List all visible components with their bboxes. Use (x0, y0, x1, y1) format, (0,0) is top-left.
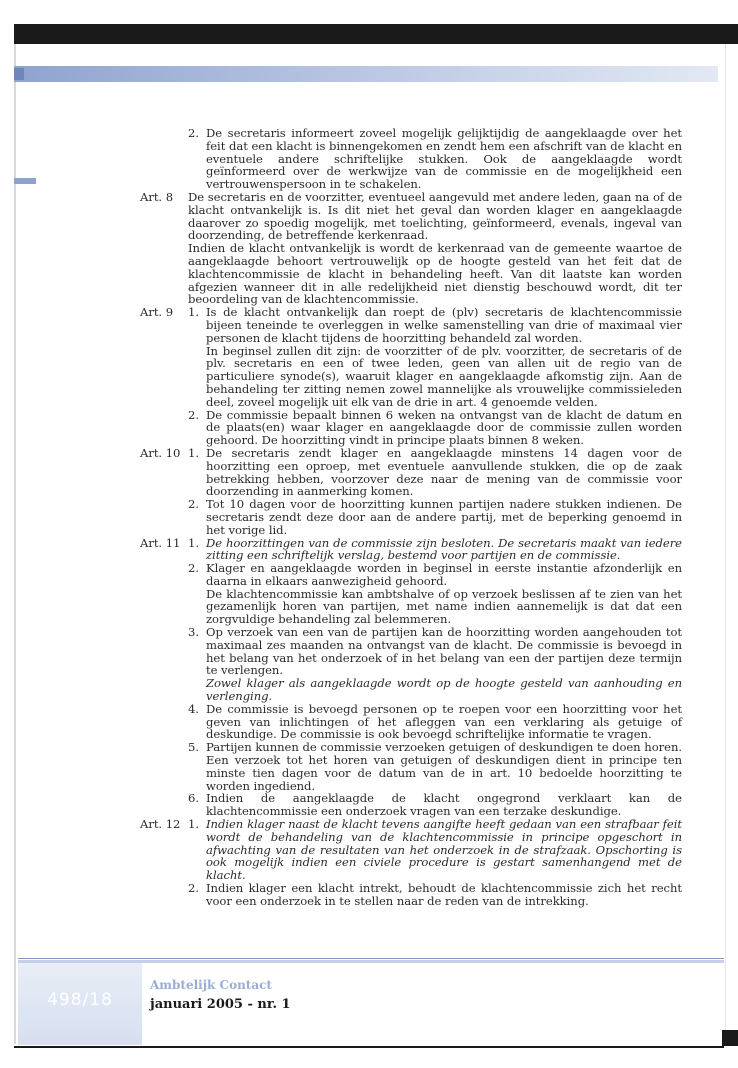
article-label (140, 741, 188, 792)
article-paragraph (140, 588, 682, 626)
article-label: Art. 11 (140, 535, 181, 550)
article-paragraph (140, 537, 682, 563)
article-paragraph (140, 703, 682, 741)
paragraph-text: Indien klager een klacht intrekt, behoudt de klachtencommissie zich het recht voor een onderzoek in te stellen naar de reden van de intrekking. (206, 881, 682, 908)
paragraph-text: De commissie is bevoegd personen op te roepen voor een hoorzitting voor het geven van inlichtingen of het afleggen van een verklaring als getuige of deskundige. De commissie is ook bevoegd schriftelijke informatie te vragen. (206, 701, 682, 742)
paragraph-number: 5. (188, 740, 199, 755)
paragraph-text: Partijen kunnen de commissie verzoeken getuigen of deskundigen te doen horen. Een verzoek tot het horen van getuigen of deskundigen dient in principe ten minste tien dagen voor de datum van de in art. 10 bedoelde hoorzitting te worden ingediend. (206, 740, 682, 793)
page-right-edge (725, 44, 726, 1044)
paragraph-text: Indien de aangeklaagde de klacht ongegrond verklaart kan de klachtencommissie een onderzoek vragen van een terzake deskundige. (206, 791, 682, 819)
article-paragraph (140, 447, 682, 498)
paragraph-text: Zowel klager als aangeklaagde wordt op de hoogte gesteld van aanhouding en verlenging. (206, 676, 682, 704)
article-paragraph (140, 345, 682, 409)
scan-top-margin (0, 0, 738, 24)
article-paragraph (140, 191, 682, 242)
paragraph-number (188, 677, 206, 703)
issue-date: januari 2005 - nr. 1 (150, 997, 291, 1012)
paragraph-text: De secretaris zendt klager en aangeklaagde minstens 14 dagen voor de hoorzitting een oproep, met eventuele aanvullende stukken, die op de zaak betrekking hebben, voorzover deze naar de mening van de commissie voor doorzending in aanmerking komen. (206, 445, 682, 499)
article-label (140, 562, 188, 588)
paragraph-number: 1. (188, 535, 199, 550)
paragraph-number (188, 345, 206, 409)
paragraph-number (188, 588, 206, 626)
document-body (140, 127, 682, 908)
paragraph-text: De secretaris informeert zoveel mogelijk gelijktijdig de aangeklaagde over het feit dat een klacht is binnengekomen en zendt hem een afschrift van de klacht en eventuele andere schriftelijke stukken. Ook de aangeklaagde wordt geïnformeerd over de werkwijze van de commissie en de mogelijkheid een vertrouwenspersoon in te schakelen. (206, 126, 682, 192)
article-paragraph (140, 306, 682, 344)
paragraph-number: 1. (188, 305, 199, 320)
paragraph-text: In beginsel zullen dit zijn: de voorzitter of de plv. voorzitter, de secretaris of de plv. secretaris en een of twee leden, geen van allen uit de regio van de particuliere synode(s), waaruit klager en aangeklaagde afkomstig zijn. Aan de behandeling ter zitting nemen zowel mannelijke als vrouwelijke commissieleden deel, zoveel mogelijk uit elk van de drie in art. 4 genoemde velden. (206, 343, 682, 409)
article-paragraph (140, 127, 682, 191)
article-label (140, 703, 188, 741)
paragraph-number: 2. (188, 561, 199, 576)
paragraph-number: 2. (188, 497, 199, 512)
article-paragraph (140, 242, 682, 306)
paragraph-text: Op verzoek van een van de partijen kan de hoorzitting worden aangehouden tot maximaal zes maanden na ontvangst van de klacht. De commissie is bevoegd in het belang van het onderzoek of in het belang van een der partijen deze termijn te verlengen. (206, 625, 682, 678)
article-label (140, 588, 188, 626)
article-paragraph (140, 409, 682, 447)
article-label (140, 626, 188, 677)
paragraph-text: Indien de klacht ontvankelijk is wordt de kerkenraad van de gemeente waartoe de aangeklaagde behoort vertrouwelijk op de hoogte gesteld van het feit dat de klachtencommissie de klacht in behandeling heeft. Van dit laatste kan worden afgezien wanneer dit in alle redelijkheid niet dienstig beschouwd wordt, dit ter beoordeling van de klachtencommissie. (188, 241, 682, 307)
paragraph-number: 4. (188, 701, 199, 716)
paragraph-text: De secretaris en de voorzitter, eventueel aangevuld met andere leden, gaan na of de klacht ontvankelijk is. Is dit niet het geval dan worden klager en aangeklaagde daarover zo spoedig mogelijk, met toelichting, geïnformeerd, evenals, ingeval van doorzending, de betreffende kerkenraad. (188, 189, 682, 243)
article-paragraph (140, 677, 682, 703)
paragraph-text: Klager en aangeklaagde worden in beginsel in eerste instantie afzonderlijk en daarna in elkaars aanwezigheid gehoord. (206, 561, 682, 588)
paragraph-text: Is de klacht ontvankelijk dan roept de (plv) secretaris de klachtencommissie bijeen teneinde te overleggen in welke samenstelling van drie of maximaal vier personen de klacht tijdens de hoorzitting behandeld zal worden. (206, 305, 682, 345)
article-paragraph (140, 792, 682, 818)
page-number: 498/18 (47, 990, 113, 1010)
article-paragraph (140, 498, 682, 536)
article-label (140, 409, 188, 447)
paragraph-number: 1. (188, 817, 199, 832)
article-paragraph (140, 562, 682, 588)
paragraph-number: 1. (188, 445, 199, 460)
paragraph-text: Indien klager naast de klacht tevens aangifte heeft gedaan van een strafbaar feit wordt de behandeling van de klachtencommissie in principe opgeschort in afwachting van de resultaten van het onderzoek in de strafzaak. Opschorting is ook mogelijk indien een civiele procedure is gestart samenhangend met de klacht. (206, 817, 682, 883)
article-label (140, 677, 188, 703)
header-bar-marker (14, 68, 24, 80)
scan-bottom-border (14, 1046, 724, 1048)
paragraph-text: De commissie bepaalt binnen 6 weken na ontvangst van de klacht de datum en de plaats(en) waar klager en aangeklaagde door de commissie zullen worden gehoord. De hoorzitting vindt in principe plaats binnen 8 weken. (206, 407, 682, 448)
paragraph-number: 3. (188, 625, 199, 640)
article-label (140, 882, 188, 908)
article-paragraph (140, 818, 682, 882)
paragraph-number: 6. (188, 791, 199, 806)
article-label (140, 345, 188, 409)
paragraph-text: De hoorzittingen van de commissie zijn besloten. De secretaris maakt van iedere zitting een schriftelijk verslag, bestemd voor partijen en de commissie. (206, 535, 682, 563)
article-label: Art. 8 (140, 189, 174, 204)
article-label: Art. 9 (140, 305, 174, 320)
paragraph-text: Tot 10 dagen voor de hoorzitting kunnen partijen nadere stukken indienen. De secretaris zendt deze door aan de andere partij, met de beperking genoemd in het vorige lid. (206, 497, 682, 537)
article-label: Art. 12 (140, 817, 181, 832)
article-label (140, 792, 188, 818)
page-left-edge (14, 44, 16, 1044)
scan-top-border (14, 24, 738, 44)
publication-title: Ambtelijk Contact (150, 978, 272, 992)
article-paragraph (140, 626, 682, 677)
article-paragraph (140, 882, 682, 908)
footer-rule (18, 958, 724, 959)
scan-bottom-corner (722, 1030, 738, 1046)
article-paragraph (140, 741, 682, 792)
margin-marker (14, 178, 36, 184)
paragraph-text: De klachtencommissie kan ambtshalve of op verzoek beslissen af te zien van het gezamenlijk horen van partijen, met name indien aannemelijk is dat dat een zorgvuldige behandeling zal belemmeren. (206, 586, 682, 627)
article-label: Art. 10 (140, 445, 181, 460)
article-label (140, 498, 188, 536)
article-label (140, 242, 188, 306)
article-label (140, 127, 188, 191)
header-color-bar (14, 66, 718, 82)
paragraph-number: 2. (188, 407, 199, 422)
paragraph-number: 2. (188, 126, 199, 140)
paragraph-number: 2. (188, 881, 199, 896)
